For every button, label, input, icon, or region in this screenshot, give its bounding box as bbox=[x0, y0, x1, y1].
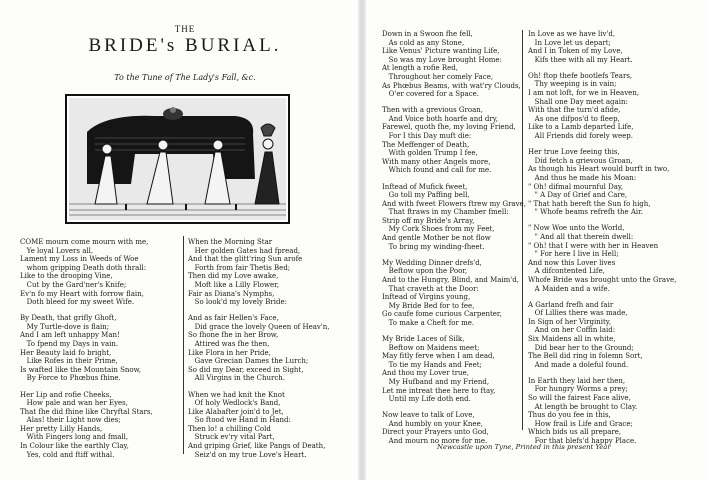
title-prefix: THE bbox=[174, 24, 196, 34]
stanza bbox=[20, 314, 153, 383]
verse-line: Did bear her to the Ground; bbox=[528, 343, 634, 352]
verse-line: Cut by the Gard'ner's Knife; bbox=[20, 280, 127, 289]
verse-line: Like to the drooping Vine, bbox=[20, 272, 113, 281]
verse-line: So was my Love brought Home: bbox=[382, 55, 502, 64]
verse-line: Like Venus' Picture wanting Life, bbox=[382, 47, 500, 56]
verse-line: Which found and call for me. bbox=[382, 166, 492, 175]
verse-line: That ftraws in my Chamber fmell: bbox=[382, 208, 509, 217]
verse-line: So ftood we Hand in Hand: bbox=[188, 416, 291, 425]
verse-line: Now leave to talk of Love, bbox=[382, 411, 475, 420]
stanza bbox=[528, 377, 676, 446]
verse-line: Go toll my Paffing bell, bbox=[382, 191, 470, 200]
stanza bbox=[188, 314, 330, 383]
column-rule bbox=[183, 236, 184, 454]
stanza bbox=[382, 411, 526, 445]
verse-line: " Now Woe unto the World, bbox=[528, 224, 625, 233]
verse-line: Fair as Diana's Nymphs, bbox=[188, 289, 275, 298]
verse-line: Beftow on Maidens meet; bbox=[382, 343, 480, 352]
verse-line: I am not loft, for we in Heaven, bbox=[528, 89, 640, 98]
title-main: BRIDE's BURIAL. bbox=[88, 35, 282, 56]
verse-line: In Earth they laid her then, bbox=[528, 376, 626, 385]
verse-line: My Bride Laces of Silk, bbox=[382, 335, 465, 343]
verse-line: My Bride Bed for to fee, bbox=[382, 301, 475, 310]
verse-line: Alas! their Light now dies; bbox=[20, 416, 121, 425]
verse-line: " A Day of Grief and Care, bbox=[528, 191, 628, 200]
verse-line: And I am left unhappy Man! bbox=[20, 331, 120, 340]
stanza bbox=[528, 224, 676, 293]
verse-line: Thy weeping is in vain; bbox=[528, 80, 617, 89]
verse-line: Go caufe fome curious Carpenter, bbox=[382, 310, 502, 319]
verse-line: My Cork Shoes from my Feet, bbox=[382, 225, 495, 234]
verse-line: So will the fairest Face alive, bbox=[528, 394, 631, 403]
verse-line: And thou my Lover true, bbox=[382, 369, 469, 378]
verse-line: A Maiden and a wife. bbox=[528, 284, 610, 293]
verse-line: Of holy Wedlock's Band, bbox=[188, 399, 281, 408]
verse-line: Struck ev'ry vital Part, bbox=[188, 433, 275, 442]
verse-line: " That hath bereft the Sun fo high, bbox=[528, 199, 651, 208]
verse-line: And with fweet Flowers ftrew my Grave, bbox=[382, 199, 526, 208]
tune-line: To the Tune of The Lady's Fall, &c. bbox=[114, 73, 256, 82]
ballad-title bbox=[20, 24, 350, 57]
verse-line: Inftead of Virgins young, bbox=[382, 293, 471, 302]
verse-line: Her Beauty laid fo bright, bbox=[20, 348, 112, 357]
woodcut-illustration bbox=[65, 94, 290, 224]
verse-line: " For here I live in Hell; bbox=[528, 250, 619, 259]
verse-line: And as fair Hellen's Face, bbox=[188, 314, 279, 323]
verse-line: And now this Lover lives bbox=[528, 258, 616, 267]
verse-line: Six Maidens all in white, bbox=[528, 335, 616, 343]
verse-line: At length a rofie Red, bbox=[382, 64, 459, 73]
stanza bbox=[382, 106, 526, 175]
verse-line: Which bids us all prepare, bbox=[528, 428, 622, 437]
verse-line: Ev'n fo my Heart with forrow flain, bbox=[20, 289, 144, 298]
stanza bbox=[382, 183, 526, 252]
verse-line: Like Flora in her Pride, bbox=[188, 348, 271, 357]
verse-line: For that blefs'd happy Place. bbox=[528, 437, 637, 446]
verse-line: Down in a Swoon fhe fell, bbox=[382, 30, 473, 38]
verse-line: In Love as we have liv'd, bbox=[528, 30, 616, 38]
verse-line: The Meffenger of Death, bbox=[382, 140, 470, 149]
verse-line: All Friends did forely weep. bbox=[528, 132, 633, 141]
stanza bbox=[382, 335, 526, 404]
verse-line: Like Alabafter join'd to Jet, bbox=[188, 407, 284, 416]
verse-line: Kifs thee with all my Heart. bbox=[528, 55, 633, 64]
verse-line: And humbly on your Knee, bbox=[382, 419, 483, 428]
verse-line: As Phœbus Beams, with wat'ry Clouds, bbox=[382, 81, 521, 90]
verse-line: When the Morning Star bbox=[188, 238, 273, 246]
stanza bbox=[382, 259, 526, 328]
stanza bbox=[188, 391, 330, 460]
verse-line: Her true Love feeing this, bbox=[528, 148, 620, 157]
verse-line: With that fhe turn'd afide, bbox=[528, 106, 621, 115]
verse-line: As though his Heart would burft in two, bbox=[528, 165, 670, 174]
verse-line: O'er covered for a Space. bbox=[382, 90, 479, 99]
verse-line: And I in Token of my Love, bbox=[528, 47, 623, 56]
verse-line: Ye loyal Lovers all, bbox=[20, 246, 94, 255]
verse-line: And made a doleful found. bbox=[528, 360, 629, 369]
verse-line: Doth bleed for my sweet Wife. bbox=[20, 298, 135, 307]
verse-line: In Sign of her Virginity, bbox=[528, 317, 612, 326]
verse-line: Farewel, quoth fhe, my loving Friend, bbox=[382, 123, 516, 132]
verse-line: Whofe Bride was brought unto the Grave, bbox=[528, 275, 677, 284]
verse-line: Did grace the lovely Queen of Heav'n, bbox=[188, 322, 330, 331]
stanza bbox=[382, 30, 526, 99]
stanza bbox=[528, 30, 676, 64]
verse-line: So did my Dear, exceed in Sight, bbox=[188, 365, 304, 374]
verse-line: Lament my Loss in Weeds of Woe bbox=[20, 255, 139, 264]
stanza bbox=[528, 72, 676, 141]
verse-line: Inftead of Mufick fweet, bbox=[382, 182, 468, 191]
verse-line: May fitly ferve when I am dead, bbox=[382, 352, 495, 361]
verse-line: In Love let us depart; bbox=[528, 38, 611, 47]
verse-line: Her pretty Lilly Hands, bbox=[20, 424, 103, 433]
verse-line: Thus do you fee in this, bbox=[528, 411, 611, 420]
verse-line: Forth from fair Thetis Bed; bbox=[188, 263, 291, 272]
verse-line: With Fingers long and fmall, bbox=[20, 433, 129, 442]
verse-line: Her golden Gates had fpread, bbox=[188, 246, 301, 255]
stanza bbox=[20, 238, 153, 307]
verse-line: Like Rofes in their Prime, bbox=[20, 357, 118, 366]
verse-line: " Oh! difmal mournful Day, bbox=[528, 182, 624, 191]
verse-line: Seiz'd on my true Love's Heart. bbox=[188, 450, 307, 459]
verse-line: By Force to Phœbus fhine. bbox=[20, 374, 121, 383]
verse-line: Beftow upon the Poor, bbox=[382, 267, 468, 276]
verse-line: All Virgins in the Church. bbox=[188, 374, 286, 383]
verse-line: Attired was fhe then, bbox=[188, 340, 270, 349]
verse-line: Oh! ftop thefe bootlefs Tears, bbox=[528, 71, 633, 80]
verse-line: For hungry Worms a prey; bbox=[528, 385, 628, 394]
verse-line: Strip off my Bride's Array, bbox=[382, 216, 475, 225]
verse-line: Yes, cold and ftiff withal. bbox=[20, 450, 115, 459]
verse-line: Moft like a Lilly Flower, bbox=[188, 280, 279, 289]
verse-line: COME mourn come mourn with me, bbox=[20, 238, 149, 246]
text-column-4 bbox=[528, 30, 676, 453]
text-column-2 bbox=[188, 238, 330, 467]
verse-line: And that the glitt'ring Sun arofe bbox=[188, 255, 303, 264]
verse-line: Like to a Lamb departed Life, bbox=[528, 123, 634, 132]
verse-line: That fhe did fhine like Chryftal Stars, bbox=[20, 407, 153, 416]
verse-line: At length be brought to Clay. bbox=[528, 402, 638, 411]
verse-line: To bring my winding-fheet. bbox=[382, 242, 485, 251]
verse-line: Throughout her comely Face, bbox=[382, 72, 494, 81]
verse-line: Her Lip and rofie Cheeks, bbox=[20, 390, 112, 399]
page-gutter bbox=[358, 0, 366, 480]
verse-line: Shall one Day meet again: bbox=[528, 97, 628, 106]
verse-line: In Colour like the earthly Clay, bbox=[20, 442, 129, 451]
verse-line: And Voice both hoarfe and dry, bbox=[382, 114, 499, 123]
verse-line: For I this Day muft die: bbox=[382, 132, 472, 141]
verse-line: With many other Angels more, bbox=[382, 157, 491, 166]
verse-line: Is wafted like the Mountain Snow, bbox=[20, 365, 142, 374]
verse-line: Then lo! a chilling Cold bbox=[188, 424, 271, 433]
verse-line: Let me intreat thee here to ftay, bbox=[382, 386, 496, 395]
text-column-3 bbox=[382, 30, 526, 453]
verse-line: And thus he made his Moan: bbox=[528, 173, 637, 182]
stanza bbox=[188, 238, 330, 307]
verse-line: whom gripping Death doth thrall: bbox=[20, 263, 147, 272]
verse-line: My Turtle-dove is flain; bbox=[20, 322, 110, 331]
verse-line: That craveth at the Door: bbox=[382, 284, 479, 293]
verse-line: And to the Hungry, Blind, and Maim'd, bbox=[382, 275, 519, 284]
verse-line: And on her Coffin laid: bbox=[528, 326, 616, 335]
verse-line: Did fetch a grievous Groan, bbox=[528, 156, 633, 165]
verse-line: " And all that therein dwell: bbox=[528, 232, 634, 241]
stanza bbox=[20, 391, 153, 460]
verse-line: And gentle Mother be not flow bbox=[382, 234, 491, 243]
verse-line: The Bell did ring in folemn Sort, bbox=[528, 352, 643, 361]
verse-line: And mourn no more for me. bbox=[382, 437, 488, 446]
verse-line: When we had knit the Knot bbox=[188, 390, 285, 399]
stanza bbox=[528, 148, 676, 217]
text-column-1 bbox=[20, 238, 153, 467]
verse-line: " Oh! that I were with her in Heaven bbox=[528, 241, 659, 250]
verse-line: So look'd my lovely Bride: bbox=[188, 298, 287, 307]
verse-line: So fhone fhe in her Brow, bbox=[188, 331, 279, 340]
verse-line: My Wedding Dinner drefs'd, bbox=[382, 258, 482, 267]
verse-line: How pale and wan her Eyes, bbox=[20, 399, 129, 408]
verse-line: A Garland frefh and fair bbox=[528, 300, 614, 309]
verse-line: By Death, that grifly Ghoft, bbox=[20, 314, 117, 323]
stanza bbox=[528, 301, 676, 370]
verse-line: As one difpos'd to fleep, bbox=[528, 114, 620, 123]
verse-line: A difcontented Life, bbox=[528, 267, 605, 276]
verse-line: And griping Grief, like Pangs of Death, bbox=[188, 442, 326, 451]
verse-line: Then with a grevious Groan, bbox=[382, 106, 483, 115]
verse-line: Then did my Love awake, bbox=[188, 272, 279, 281]
verse-line: As cold as any Stone, bbox=[382, 38, 465, 47]
verse-line: How frail is Life and Grace; bbox=[528, 419, 633, 428]
verse-line: To tie my Hands and Feet; bbox=[382, 360, 482, 369]
verse-line: With golden Trump I fee, bbox=[382, 149, 478, 158]
verse-line: Direct your Prayers unto God, bbox=[382, 428, 489, 437]
verse-line: To make a Cheft for me. bbox=[382, 318, 475, 327]
verse-line: " Whofe beams refrefh the Air. bbox=[528, 208, 643, 217]
verse-line: Gave Grecian Dames the Lurch; bbox=[188, 357, 309, 366]
verse-line: My Hufband and my Friend, bbox=[382, 377, 490, 386]
verse-line: Until my Life doth end. bbox=[382, 395, 471, 404]
imprint-line: Newcastle upon Tyne, Printed in this present Year bbox=[437, 443, 611, 451]
verse-line: To fpend my Days in vain. bbox=[20, 340, 119, 349]
verse-line: Of Lillies there was made, bbox=[528, 309, 628, 318]
